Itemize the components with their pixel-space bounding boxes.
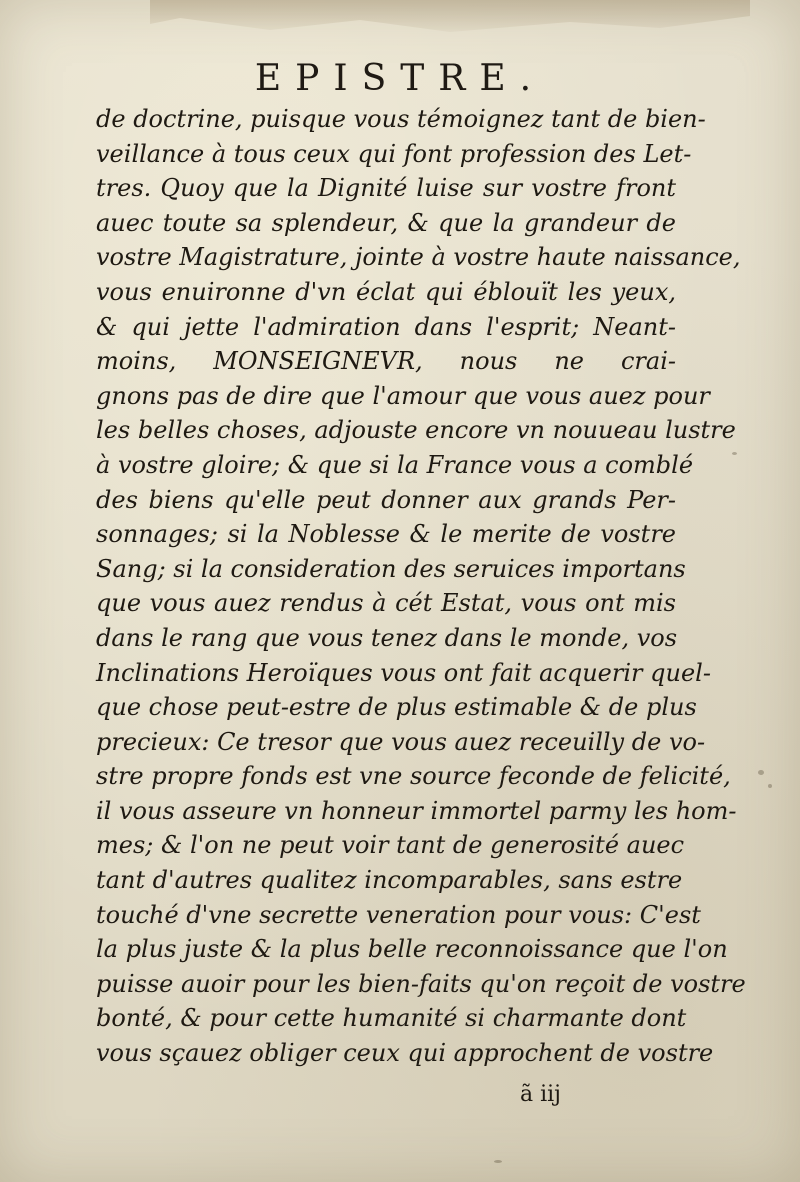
text-line: vous sçauez obliger ceux qui approchent de vostre	[96, 1039, 714, 1068]
paper-speck	[758, 770, 764, 775]
text-line: & qui jette l'admiration dans l'esprit; Neant-	[96, 312, 676, 341]
text-line: Inclinations Heroïques vous ont fait acquerir quel-	[96, 658, 711, 687]
text-line: Sang; si la consideration des seruices importans	[96, 554, 686, 583]
text-line: touché d'vne secrette veneration pour vous: C'est	[96, 900, 701, 929]
text-line: les belles choses, adjouste encore vn nouueau lustre	[96, 416, 736, 445]
paper-speck	[732, 452, 737, 455]
text-line: que vous auez rendus à cét Estat, vous ont mis	[96, 589, 676, 618]
text-line: tres. Quoy que la Dignité luise sur vostre front	[96, 174, 676, 203]
text-line: gnons pas de dire que l'amour que vous auez pour	[96, 381, 710, 410]
text-line: precieux: Ce tresor que vous auez receuilly de vo-	[96, 727, 706, 756]
paper-speck	[494, 1160, 502, 1163]
signature-mark: ã iij	[520, 1082, 562, 1107]
running-head: EPISTRE.	[254, 58, 546, 99]
text-line: dans le rang que vous tenez dans le monde, vos	[96, 623, 678, 652]
text-line: de doctrine, puisque vous témoignez tant de bien-	[96, 105, 706, 133]
text-line: la plus juste & la plus belle reconnoissance que l'on	[96, 935, 728, 964]
paper-speck	[768, 784, 772, 788]
text-line: mes; & l'on ne peut voir tant de generosité auec	[96, 831, 685, 860]
text-line: vous enuironne d'vn éclat qui éblouït les yeux,	[96, 277, 676, 306]
text-line: il vous asseure vn honneur immortel parmy les hom-	[96, 796, 737, 825]
text-line: vostre Magistrature, jointe à vostre haute naissance,	[96, 243, 741, 272]
torn-top-edge	[150, 0, 750, 40]
text-line: que chose peut-estre de plus estimable & de plus	[96, 693, 697, 722]
text-line: bonté, & pour cette humanité si charmante dont	[96, 1004, 687, 1033]
text-line: à vostre gloire; & que si la France vous a comblé	[96, 450, 694, 479]
text-line: puisse auoir pour les bien-faits qu'on reçoit de vostre	[96, 969, 746, 998]
text-line: moins, MONSEIGNEVR, nous ne crai-	[96, 347, 676, 376]
text-line: tant d'autres qualitez incomparables, sans estre	[96, 866, 683, 895]
text-line: veillance à tous ceux qui font profession des Let-	[96, 139, 692, 168]
text-line: auec toute sa splendeur, & que la grandeur de	[96, 208, 676, 237]
body-text	[96, 102, 746, 1071]
text-line: stre propre fonds est vne source feconde de felicité,	[96, 762, 731, 791]
text-line: des biens qu'elle peut donner aux grands Per-	[96, 485, 676, 514]
text-line: sonnages; si la Noblesse & le merite de vostre	[96, 520, 676, 549]
